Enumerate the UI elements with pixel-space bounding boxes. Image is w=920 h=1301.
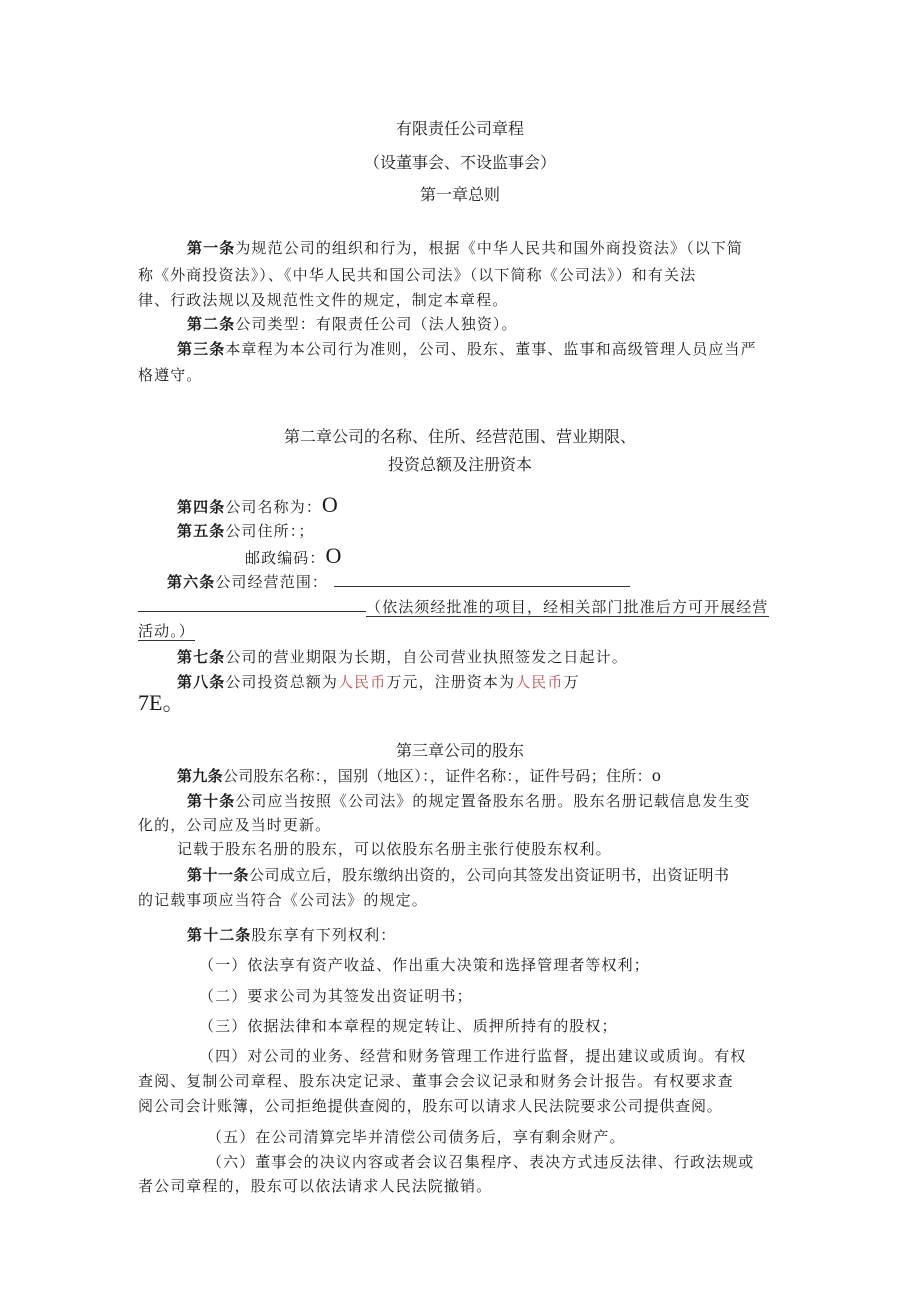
article-11-line-2: 的记载事项应当符合《公司法》的规定。 — [138, 891, 428, 909]
chapter-3-heading: 第三章公司的股东 — [395, 741, 524, 760]
list-item: （一）依法享有资产收益、作出重大决策和选择管理者等权利； — [199, 956, 650, 974]
article-8-label: 第八条 — [177, 673, 226, 691]
business-scope-blank-2 — [138, 596, 366, 612]
list-item-continuation: 查阅、复制公司章程、股东决定记录、董事会会议记录和财务会计报告。有权要求查 — [138, 1072, 734, 1090]
list-item: （二）要求公司为其签发出资证明书； — [199, 987, 473, 1005]
article-11-line-1: 第十一条公司成立后，股东缴纳出资的，公司向其签发出资证明书，出资证明书 — [187, 866, 730, 884]
list-item: （四）对公司的业务、经营和财务管理工作进行监督，提出建议或质询。有权 — [199, 1047, 747, 1065]
article-8-continuation: 7E。 — [138, 690, 185, 715]
article-10-line-3: 记载于股东名册的股东，可以依股东名册主张行使股东权利。 — [177, 840, 612, 858]
article-8: 第八条公司投资总额为人民币万元，注册资本为人民币万 — [177, 673, 580, 691]
article-6-line-3: 活动。） — [138, 622, 195, 640]
list-item: （六）董事会的决议内容或者会议召集程序、表决方式违反法律、行政法规或 — [207, 1153, 755, 1171]
document-subtitle: （设董事会、不设监事会） — [363, 153, 556, 172]
article-9-mark: o — [651, 765, 662, 785]
article-5-label: 第五条 — [177, 522, 226, 540]
article-7: 第七条公司的营业期限为长期，自公司营业执照签发之日起计。 — [177, 648, 628, 666]
article-10-line-2: 化的，公司应及当时更新。 — [138, 816, 332, 834]
article-9-label: 第九条 — [177, 767, 223, 785]
chapter-2-heading-line-1: 第二章公司的名称、住所、经营范围、营业期限、 — [283, 427, 636, 446]
article-4-label: 第四条 — [177, 498, 226, 516]
article-11-label: 第十一条 — [187, 866, 250, 884]
article-4: 第四条公司名称为：O — [177, 492, 339, 517]
article-6-label: 第六条 — [167, 573, 216, 591]
chapter-2-heading-line-2: 投资总额及注册资本 — [387, 455, 532, 474]
article-3-line-2: 格遵守。 — [138, 366, 203, 384]
article-10-line-1: 第十条公司应当按照《公司法》的规定置备股东名册。股东名册记载信息发生变 — [187, 792, 751, 810]
article-1-line-2: 称《外商投资法》）、《中华人民共和国公司法》（以下简称《公司法》）和有关法 — [138, 266, 697, 284]
currency-label: 人民币 — [515, 673, 564, 691]
currency-label: 人民币 — [338, 673, 387, 691]
chapter-1-heading: 第一章总则 — [419, 185, 500, 204]
article-10-label: 第十条 — [187, 792, 236, 810]
document-title: 有限责任公司章程 — [395, 119, 524, 138]
article-7-label: 第七条 — [177, 648, 226, 666]
article-3-line-1: 第三条本章程为本公司行为准则，公司、股东、董事、监事和高级管理人员应当严 — [177, 340, 757, 358]
list-item-continuation: 阅公司会计账簿，公司拒绝提供查阅的，股东可以请求人民法院要求公司提供查阅。 — [138, 1097, 723, 1115]
article-5: 第五条公司住所：； — [177, 522, 315, 540]
postal-code: 邮政编码：O — [245, 543, 343, 568]
article-2: 第二条公司类型：有限责任公司（法人独资）。 — [187, 315, 518, 333]
list-item: （五）在公司清算完毕并清偿公司债务后，享有剩余财产。 — [207, 1128, 626, 1146]
article-12: 第十二条股东享有下列权利： — [187, 926, 397, 944]
business-scope-blank — [334, 571, 630, 587]
article-6-line-2: （依法须经批准的项目，经相关部门批准后方可开展经营 — [138, 596, 769, 618]
article-6-line-1: 第六条公司经营范围： — [167, 571, 630, 593]
postal-code-mark: O — [325, 543, 343, 568]
article-1-line-1: 第一条为规范公司的组织和行为，根据《中华人民共和国外商投资法》（以下简 — [187, 239, 744, 257]
article-12-label: 第十二条 — [187, 926, 252, 944]
list-item-continuation: 者公司章程的，股东可以依法请求人民法院撤销。 — [138, 1177, 493, 1195]
article-1-line-3: 律、行政法规以及规范性文件的规定，制定本章程。 — [138, 291, 509, 309]
article-1-label: 第一条 — [187, 239, 236, 257]
list-item: （三）依据法律和本章程的规定转让、质押所持有的股权； — [199, 1017, 618, 1035]
article-2-label: 第二条 — [187, 315, 236, 333]
article-9: 第九条公司股东名称：，国别（地区）：，证件名称：，证件号码；住所：o — [177, 765, 662, 785]
article-4-mark: O — [321, 492, 339, 517]
article-3-label: 第三条 — [177, 340, 226, 358]
